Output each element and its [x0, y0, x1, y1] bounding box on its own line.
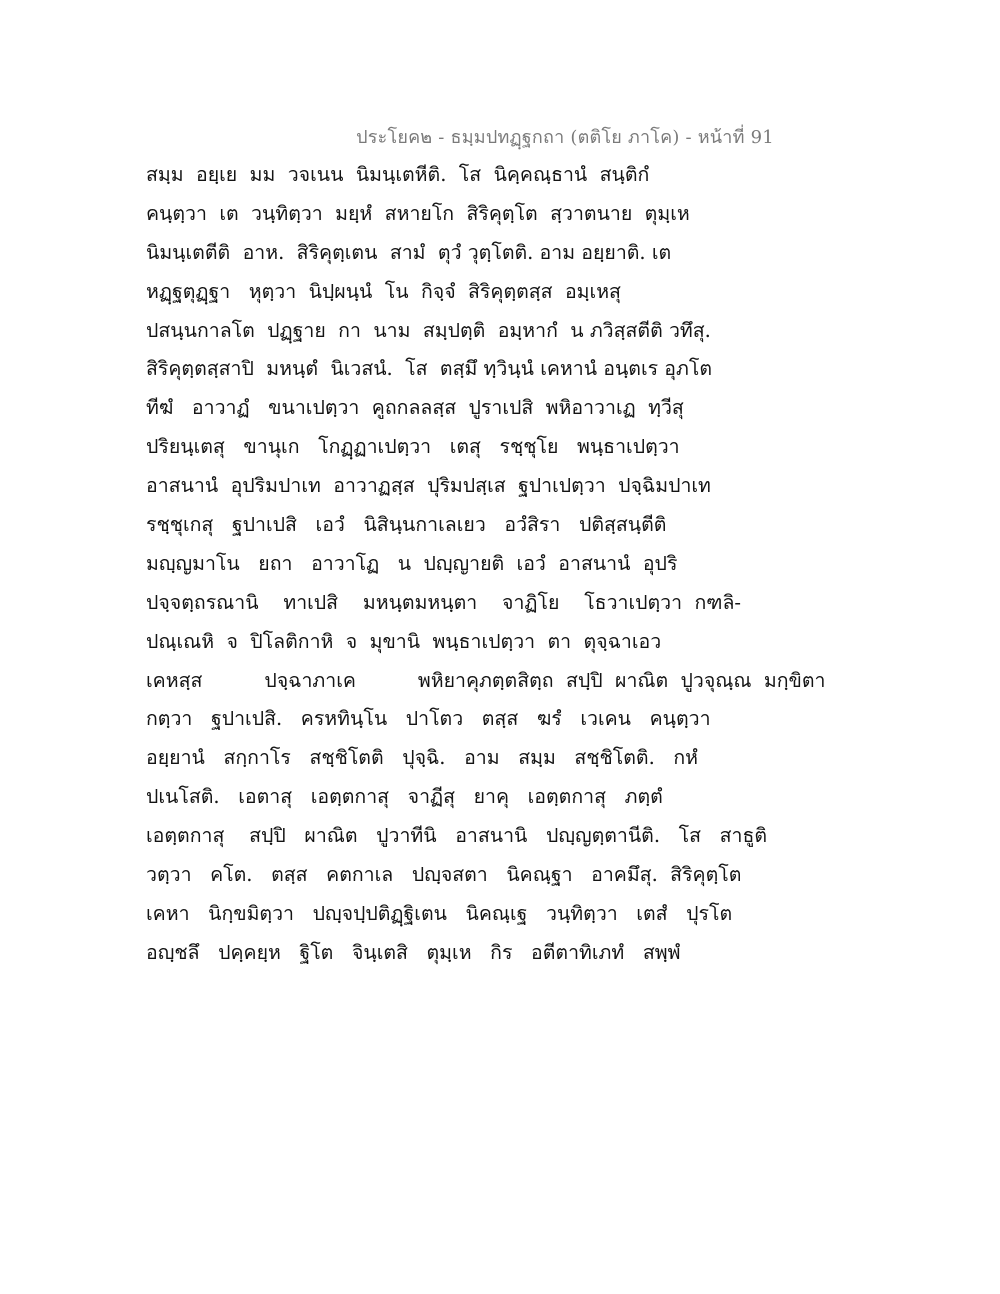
body-text: [146, 156, 866, 973]
text-line: อญฺชลึ ปคฺคยฺห ฐิโต จินฺเตสิ ตุมฺเห กิร อตีตาทิเภทํ สพฺพํ: [146, 940, 681, 964]
text-line: ปริยนฺเตสุ ขานุเก โกฏฺฏาเปตฺวา เตสุ รชฺชุโย พนฺธาเปตฺวา: [146, 435, 680, 459]
text-line: ปณฺเณหิ จ ปิโลติกาหิ จ มุขานิ พนฺธาเปตฺวา ตา ตุจฺฉาเอว: [146, 629, 662, 653]
text-line: วตฺวา คโต. ตสฺส คตกาเล ปญฺจสตา นิคณฺฐา อาคมึสุ. สิริคุตฺโต: [146, 863, 742, 887]
text-line: สิริคุตฺตสฺสาปิ มหนฺตํ นิเวสนํ. โส ตสฺมึ ทฺวินฺนํ เคหานํ อนฺตเร อุภโต: [146, 357, 712, 381]
text-line: อาสนานํ อุปริมปาเท อาวาฏสฺส ปุริมปสฺเส ฐปาเปตฺวา ปจฺฉิมปาเท: [146, 474, 711, 498]
text-line: อยฺยานํ สกฺกาโร สชฺชิโตติ ปุจฺฉิ. อาม สมฺม สชฺชิโตติ. กหํ: [146, 746, 699, 770]
text-line: ปเนโสติ. เอตาสุ เอตฺตกาสุ จาฏีสุ ยาคุ เอตฺตกาสุ ภตฺตํ: [146, 785, 663, 809]
text-line: หฏฺฐตุฏฺฐา หุตฺวา นิปฺผนฺนํ โน กิจฺจํ สิริคุตฺตสฺส อมฺเหสุ: [146, 279, 621, 303]
text-line: เคหา นิกฺขมิตฺวา ปญฺจปฺปติฏฺฐิเตน นิคณฺเฐ วนฺทิตฺวา เตสํ ปุรโต: [146, 901, 733, 925]
text-line: ปสนฺนกาลโต ปฏฺฐาย กา นาม สมฺปตฺติ อมฺหากํ น ภวิสฺสตีติ วทึสุ.: [146, 318, 711, 342]
text-line: สมฺม อยฺเย มม วจเนน นิมนฺเตหีติ. โส นิคฺคณฺธานํ สนฺติกํ: [146, 163, 650, 186]
text-line: มญฺญมาโน ยถา อาวาโฏ น ปญฺญายติ เอวํ อาสนานํ อุปริ: [146, 551, 678, 575]
text-line: รชฺชุเกสุ ฐปาเปสิ เอวํ นิสินฺนกาเลเยว อวํสิรา ปติสฺสนฺตีติ: [146, 513, 667, 537]
text-line: นิมนฺเตตีติ อาห. สิริคุตฺเตน สามํ ตุวํ วุตฺโตติ. อาม อยฺยาติ. เต: [146, 240, 672, 264]
text-line: คนฺตฺวา เต วนฺทิตฺวา มยฺหํ สหายโก สิริคุตฺโต สฺวาตนาย ตุมฺเห: [146, 201, 690, 225]
text-line: ปจฺจตฺถรณานิ ทาเปสิ มหนฺตมหนฺตา จาฏิโย โธวาเปตฺวา กฑลิ-: [146, 590, 741, 614]
text-line: เอตฺตกาสุ สปฺปิ ผาณิต ปูวาทีนิ อาสนานิ ปญฺญตฺตานีติ. โส สาธูติ: [146, 824, 768, 848]
page-header: ประโยค๒ - ธมฺมปทฏฺฐกถา (ตติโย ภาโค) - หน้าที่ 91: [356, 127, 774, 148]
text-line: กตฺวา ฐปาเปสิ. ครหทินฺโน ปาโตว ตสฺส ฆรํ เวเคน คนฺตฺวา: [146, 707, 711, 731]
text-line: เคหสฺส ปจฺฉาภาเค พหิยาคุภตฺตสิตฺถ สปฺปิ ผาณิต ปูวจุณฺณ มกฺขิตา: [146, 668, 826, 692]
text-line: ทีฆํ อาวาฏํ ขนาเปตฺวา คูถกลลสฺส ปูราเปสิ พหิอาวาเฏ ทฺวีสุ: [146, 396, 684, 420]
